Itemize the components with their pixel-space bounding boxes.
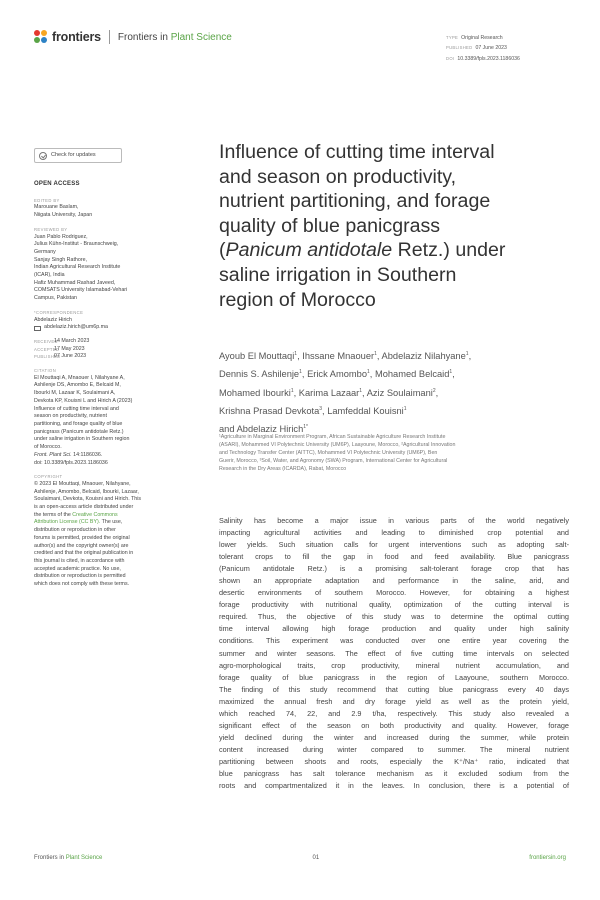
title-line: region of Morocco <box>219 288 376 311</box>
abstract-line: shown an appropriate adaptation and performance in the saline, arid, and <box>219 576 569 586</box>
abstract-line: required. Thus, the objective of this study was to determine the optimal cutting <box>219 612 569 622</box>
abstract-line: Salinity has become a major issue in various parts of the world negatively <box>219 516 569 525</box>
affiliation-line: Guerir, Morocco, ³Soil, Water, and Agronomy (SWA) Program, International Center for Agricultural <box>219 457 448 464</box>
creative-commons-link[interactable]: Creative Commons <box>72 511 118 518</box>
affiliations <box>219 434 571 474</box>
envelope-icon <box>34 326 41 331</box>
type-label: TYPE <box>446 35 459 40</box>
author-link[interactable]: Ihssane Mnaouer$^1$ <box>302 351 377 362</box>
copyright-line: author(s) and the copyright owner(s) are <box>34 542 129 549</box>
author-link[interactable]: Krishna Prasad Devkota$^3$ <box>219 405 323 416</box>
footer-journal <box>34 855 102 861</box>
author-link[interactable]: Ayoub El Mouttaqi$^1$ <box>219 351 298 362</box>
abstract-line: maximized the annual fresh and dry forage yield as well as the protein yield, <box>219 696 569 706</box>
copyright-line: the terms of the <box>34 511 71 518</box>
reviewed-by-label: REVIEWED BY <box>34 226 68 232</box>
abstract-line: time interval allowing high forage production and quality under high salinity <box>219 624 569 634</box>
author-link[interactable]: Lamfeddal Kouisni$^1$ <box>327 405 407 416</box>
abstract-line: forage productivity with nutritional quality, optimization of the cutting interval is <box>219 600 569 610</box>
reviewer-line: Juan Pablo Rodriguez, <box>34 233 88 240</box>
copyright-line: Ashilenje, Amombo, Belcaid, Ibourki, Lazaar, <box>34 488 139 495</box>
reviewer-line: Sanjay Singh Rathore, <box>34 256 88 263</box>
published-label: PUBLISHED <box>34 354 61 360</box>
received-label: RECEIVED <box>34 338 58 344</box>
reviewer-line: COMSATS University Islamabad-Vehari <box>34 287 128 294</box>
citation-line: El Mouttaqi A, Mnaouer I, Nilahyane A, <box>34 374 125 381</box>
doi-label: DOI <box>446 55 455 61</box>
citation-doi-link[interactable]: doi: 10.3389/fpls.2023.1186036 <box>34 459 108 466</box>
dates-block <box>34 338 184 361</box>
copyright-line: credited and that the original publication in <box>34 550 134 557</box>
reviewer-line: Julius Kühn-Institut - Braunschweig, <box>34 241 119 248</box>
title-line: saline irrigation in Southern <box>219 263 457 286</box>
published-date: 07 June 2023 <box>54 353 87 360</box>
abstract-line: lower yields. Such situation calls for urgent interventions such as adopting salt- <box>219 540 569 550</box>
journal-prefix: Frontiers in <box>117 31 168 43</box>
type-value: Original Research <box>461 35 503 41</box>
logo-text: frontiers <box>52 30 101 44</box>
title-line: quality of blue panicgrass <box>219 214 441 237</box>
copyright-line: forums is permitted, provided the original <box>34 534 130 541</box>
title-line: Retz.) under <box>392 239 506 262</box>
abstract-line: (Panicum antidotale Retz.) is a promising salt-tolerant forage crop that has <box>219 564 569 574</box>
copyright-line: this journal is cited, in accordance with <box>34 557 125 564</box>
reviewer-line: (ICAR), India <box>34 272 65 279</box>
journal-accent: Plant Science <box>170 31 232 43</box>
abstract-line: blue panicgrass has salt tolerance mechanism as it excluded sodium from the <box>219 768 569 778</box>
abstract-line: The finding of this study recommend that cutting blue panicgrass every 40 days <box>219 684 569 694</box>
author-link[interactable]: Mohamed Belcaid$^1$ <box>374 369 453 380</box>
title-species: Panicum antidotale <box>225 239 393 262</box>
correspondence-info <box>34 317 184 332</box>
published-value: 07 June 2023 <box>475 45 507 52</box>
reviewer-line: Indian Agricultural Research Institute <box>34 264 121 271</box>
edited-by-label: EDITED BY <box>34 197 60 203</box>
abstract-line: impacting agricultural activities and leading to diminished crop potential and <box>219 528 569 538</box>
copyright-line: distribution or reproduction in other <box>34 527 116 534</box>
open-access-label: OPEN ACCESS <box>34 181 80 187</box>
license-link[interactable]: Attribution License (CC BY). <box>34 519 101 526</box>
author-link[interactable]: Aziz Soulaimani$^2$ <box>366 387 436 398</box>
doi-link[interactable]: 10.3389/fpls.2023.1186036 <box>457 55 520 62</box>
copyright-line: © 2023 El Mouttaqi, Mnaouer, Nilahyane, <box>34 480 131 487</box>
citation-line: Ibourki M, Lazaar K, Soulaimani A, <box>34 390 116 397</box>
article-meta <box>446 33 520 64</box>
abstract-line: yield declined during the winter and increased during the summer, while protein <box>219 732 569 742</box>
frontiers-logo[interactable] <box>34 30 232 44</box>
author-link[interactable]: Karima Lazaar$^1$ <box>298 387 363 398</box>
page-number: 01 <box>312 855 320 861</box>
citation-volume: 14:1186036. <box>73 451 103 458</box>
abstract-line: tolerant crops to fill the gap in food and feed availability. Blue panicgrass <box>219 552 569 562</box>
reviewer-line: Germany <box>34 248 56 255</box>
affiliation-line: Research in the Dry Areas (ICARDA), Rabat, Morocco <box>219 465 347 472</box>
author-list: Ayoub El Mouttaqi$^1$, Ihssane Mnaouer$^1$, Abdelaziz Nilahyane$^1$, Dennis S. Ashilenje$^1$, Erick Amombo$^1$, Mohamed Belcaid$^1$, Mohamed Ibourki$^1$, Karima Lazaar$^1$, Aziz Soulaimani$^2$, Krishna Prasad Devkota$^3$, Lamfeddal Kouisni$^1$ and Abdelaziz Hirich$^{1*}$ <box>219 351 472 435</box>
accepted-date: 17 May 2023 <box>54 345 85 352</box>
affiliation-line: (ASARI), Mohammed VI Polytechnic University (UM6P), Laayoune, Morocco, ²Agricultural Innovation <box>219 441 456 448</box>
correspondence-email-link[interactable]: abdelaziz.hirich@um6p.ma <box>44 324 108 331</box>
citation-line: Ashilenje DS, Amombo E, Belcaid M, <box>34 382 121 389</box>
abstract-line: roots and compartmentalized it in the leaves. In conclusion, there is a potential of <box>219 781 569 791</box>
copyright-line: The use, <box>101 519 123 526</box>
abstract-line: content increased during winter compared to summer. The mineral nutrient <box>219 744 569 754</box>
reviewer-info <box>34 234 184 303</box>
affiliation-line: ¹Agriculture in Marginal Environment Program, African Sustainable Agriculture Research Institute <box>219 434 446 440</box>
footer-journal-prefix: Frontiers in <box>34 855 65 861</box>
author-link[interactable]: Erick Amombo$^1$ <box>307 369 370 380</box>
published-label: PUBLISHED <box>446 45 473 51</box>
journal-name <box>118 32 232 43</box>
check-icon <box>39 152 47 160</box>
editor-line: Niigata University, Japan <box>34 212 93 219</box>
copyright-line: distribution or reproduction is permitted <box>34 573 126 580</box>
abstract-line: which reached 74, 22, and 2.9 t/ha, respectively. This study also revealed a <box>219 708 569 718</box>
copyright-line: which does not comply with these terms. <box>34 581 130 588</box>
title-line: Influence of cutting time interval <box>219 141 495 163</box>
citation-line: panicgrass (Panicum antidotale Retz.) <box>34 428 124 435</box>
author-link[interactable]: Abdelaziz Nilahyane$^1$ <box>381 351 469 362</box>
page-footer <box>34 855 566 861</box>
header-divider <box>109 30 110 44</box>
copyright-label: COPYRIGHT <box>34 474 63 480</box>
copyright-text <box>34 481 184 589</box>
accepted-label: ACCEPTED <box>34 346 60 352</box>
footer-journal-accent: Plant Science <box>65 855 103 861</box>
abstract-line: desertic environments of southern Morocco. However, for obtaining a highest <box>219 588 569 598</box>
title-line: and season on productivity, <box>219 165 457 188</box>
editor-line: Marouane Baslam, <box>34 204 79 211</box>
reviewer-line: Hafiz Muhammad Rashad Javeed, <box>34 279 116 286</box>
abstract-line: conditions. This experiment was conducted over one entire year covering the <box>219 636 569 646</box>
citation-line: Influence of cutting time interval and <box>34 405 119 412</box>
author-link[interactable]: Mohamed Ibourki$^1$ <box>219 387 294 398</box>
citation-line: of Morocco. <box>34 444 62 451</box>
citation-line: season on productivity, nutrient <box>34 413 107 420</box>
affiliation-line: and Technology Transfer Center (AITTC), Mohammed VI Polytechnic University (UM6P), Ben <box>219 449 438 456</box>
correspondence-name: Abdelaziz Hirich <box>34 316 72 323</box>
check-updates-button[interactable] <box>34 148 122 163</box>
citation-line: Devkota KP, Kouisni L and Hirich A (2023) <box>34 397 133 404</box>
received-date: 14 March 2023 <box>54 337 90 344</box>
abstract-line: forage quality of blue panicgrass in the region of Laayoune, southern Morocco. <box>219 672 569 682</box>
abstract <box>219 515 569 792</box>
abstract-line: partitioning between shoots and roots, especially the K⁺/Na⁺ ratio, indicated that <box>219 756 569 766</box>
abstract-line: summer and winter seasons. The effect of five cutting time intervals on selected <box>219 648 569 658</box>
author-link[interactable]: and Abdelaziz Hirich$^{1*}$ <box>219 424 308 435</box>
title-paren: ( <box>219 239 226 262</box>
copyright-line: accepted academic practice. No use, <box>34 565 121 572</box>
abstract-line: agro-morphological traits, crop productivity, mineral nutrient accumulation, and <box>219 660 569 670</box>
citation-label: CITATION <box>34 368 57 374</box>
left-sidebar <box>34 148 184 589</box>
citation-line: under saline irrigation in Southern region <box>34 436 130 443</box>
check-updates-label: Check for updates <box>51 151 96 158</box>
author-link[interactable]: Dennis S. Ashilenje$^1$ <box>219 369 302 380</box>
copyright-line: is an open-access article distributed under <box>34 504 134 511</box>
article-title <box>219 140 567 312</box>
citation-line: partitioning, and forage quality of blue <box>34 420 123 427</box>
reviewer-line: Campus, Pakistan <box>34 295 77 302</box>
citation-text <box>34 375 184 467</box>
footer-site-link[interactable]: frontiersin.org <box>529 855 566 861</box>
abstract-line: significant effect of the season on both productivity and quality. However, forage <box>219 720 569 730</box>
title-line: nutrient partitioning, and forage <box>219 190 491 213</box>
correspondence-label: *CORRESPONDENCE <box>34 309 84 315</box>
frontiers-logo-icon <box>34 30 48 44</box>
citation-journal: Front. Plant Sci. <box>34 451 72 458</box>
copyright-line: Soulaimani, Devkota, Kouisni and Hirich. This <box>34 496 142 503</box>
editor-info <box>34 204 184 219</box>
